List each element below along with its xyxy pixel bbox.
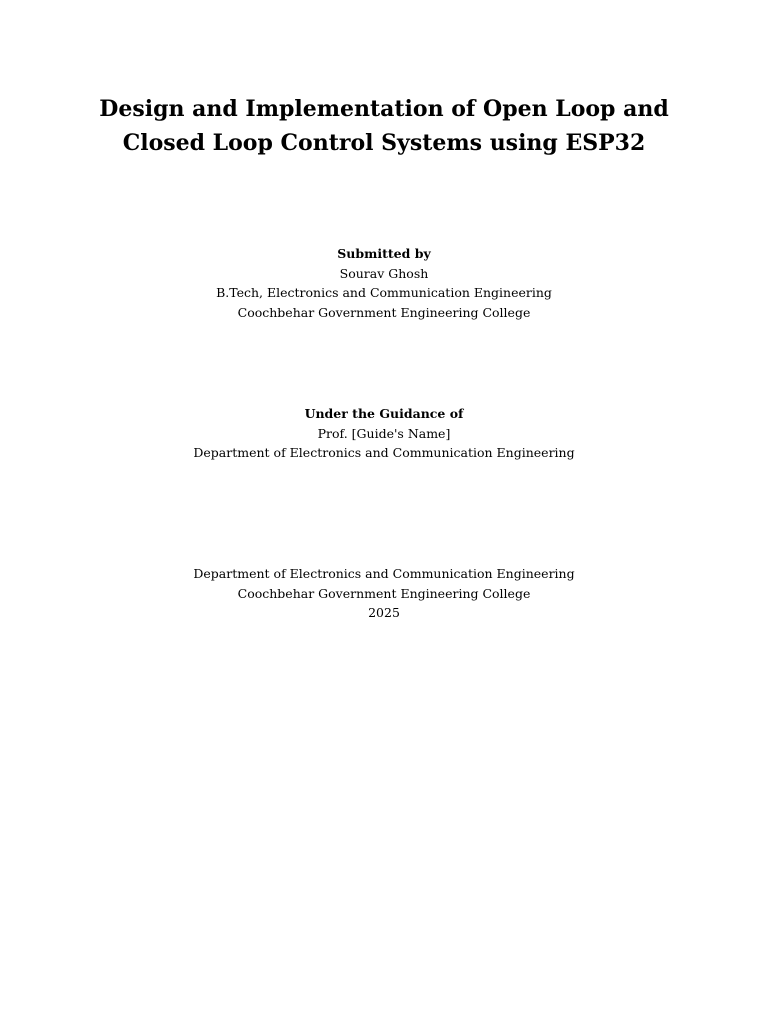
author-college: Coochbehar Government Engineering College [237, 304, 531, 320]
institution-footer [60, 564, 708, 623]
author-name: Sourav Ghosh [339, 265, 429, 281]
footer-department: Department of Electronics and Communication Engineering [193, 566, 575, 581]
footer-year: 2025 [368, 605, 400, 620]
guide-department: Department of Electronics and Communication Engineering [193, 445, 575, 460]
title-line-1: Design and Implementation of Open Loop and [99, 96, 669, 122]
submitted-by-section [60, 244, 708, 322]
footer-college: Coochbehar Government Engineering College [237, 585, 531, 601]
submitted-by-heading: Submitted by [337, 246, 431, 261]
document-title [60, 92, 708, 160]
author-program: B.Tech, Electronics and Communication Engineering [216, 285, 552, 300]
guidance-section [60, 404, 708, 463]
guidance-heading: Under the Guidance of [304, 406, 464, 421]
guide-name: Prof. [Guide's Name] [317, 425, 451, 441]
title-line-2: Closed Loop Control Systems using ESP32 [122, 130, 646, 156]
